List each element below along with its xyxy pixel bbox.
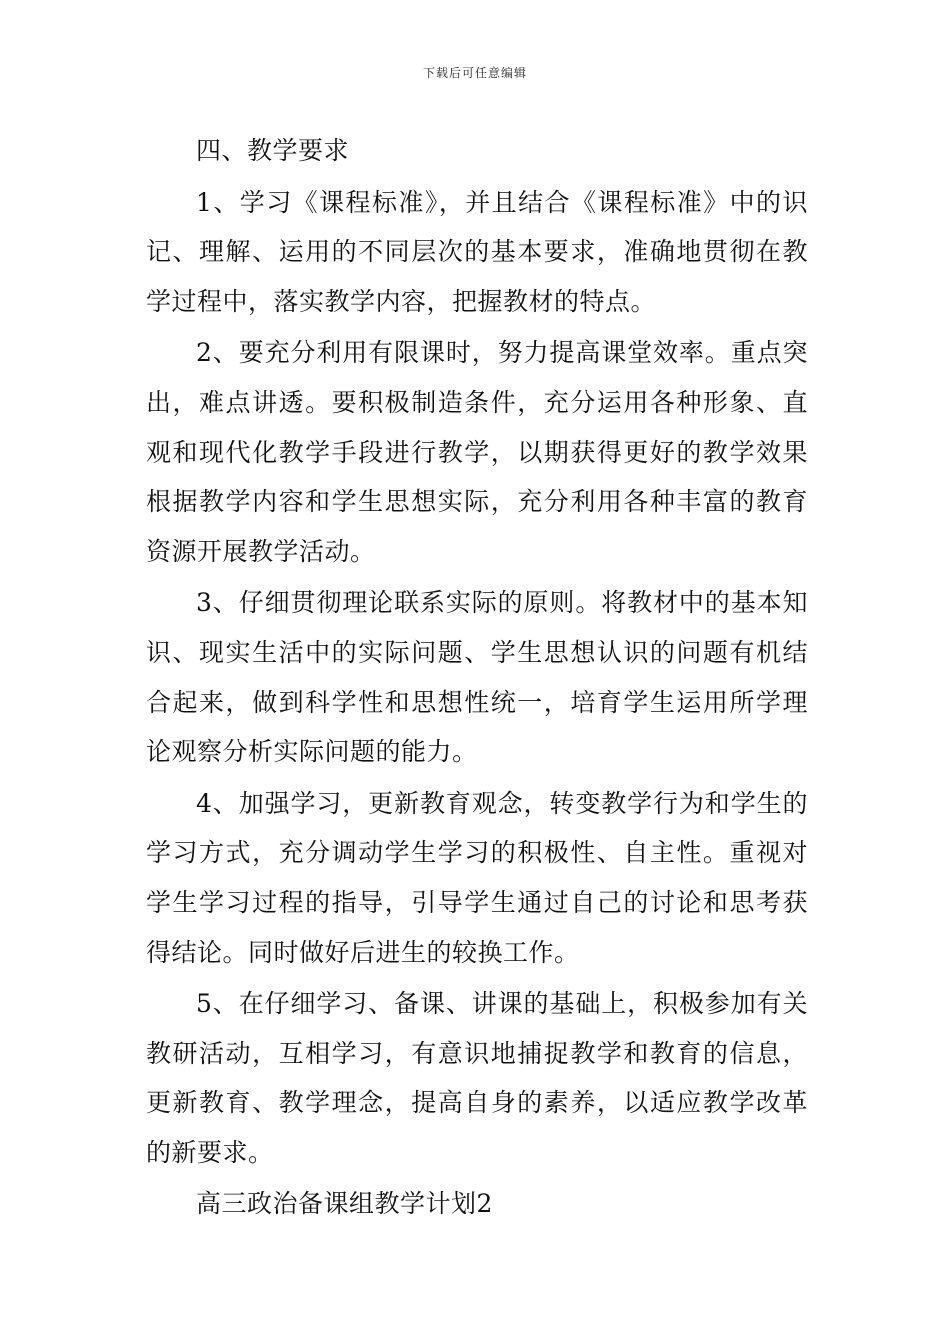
page-header-note: 下载后可任意编辑: [422, 66, 527, 80]
section-heading: 四、教学要求: [196, 136, 350, 165]
paragraph-2: 2、要充分利用有限课时，努力提高课堂效率。重点突出，难点讲透。要积极制造条件，充分运用各种形象、直观和现代化教学手段进行教学，以期获得更好的教学效果根据教学内容和学生思想实际，充分利用各种丰富的教育资源开展教学活动。: [146, 338, 808, 566]
next-section-title: 高三政治备课组教学计划2: [196, 1189, 493, 1219]
paragraph-1: 1、学习《课程标准》，并且结合《课程标准》中的识记、理解、运用的不同层次的基本要求，准确地贯彻在教学过程中，落实教学内容，把握教材的特点。: [146, 187, 808, 316]
document-body: [146, 126, 808, 1231]
paragraph-3: 3、仔细贯彻理论联系实际的原则。将教材中的基本知识、现实生活中的实际问题、学生思想认识的问题有机结合起来，做到科学性和思想性统一，培育学生运用所学理论观察分析实际问题的能力。: [146, 588, 808, 767]
paragraph-5: 5、在仔细学习、备课、讲课的基础上，积极参加有关教研活动，互相学习，有意识地捕捉教学和教育的信息，更新教育、教学理念，提高自身的素养，以适应教学改革的新要求。: [146, 989, 808, 1167]
paragraph-4: 4、加强学习，更新教育观念，转变教学行为和学生的学习方式，充分调动学生学习的积极性、自主性。重视对学生学习过程的指导，引导学生通过自己的讨论和思考获得结论。同时做好后进生的较换工作。: [146, 788, 808, 967]
